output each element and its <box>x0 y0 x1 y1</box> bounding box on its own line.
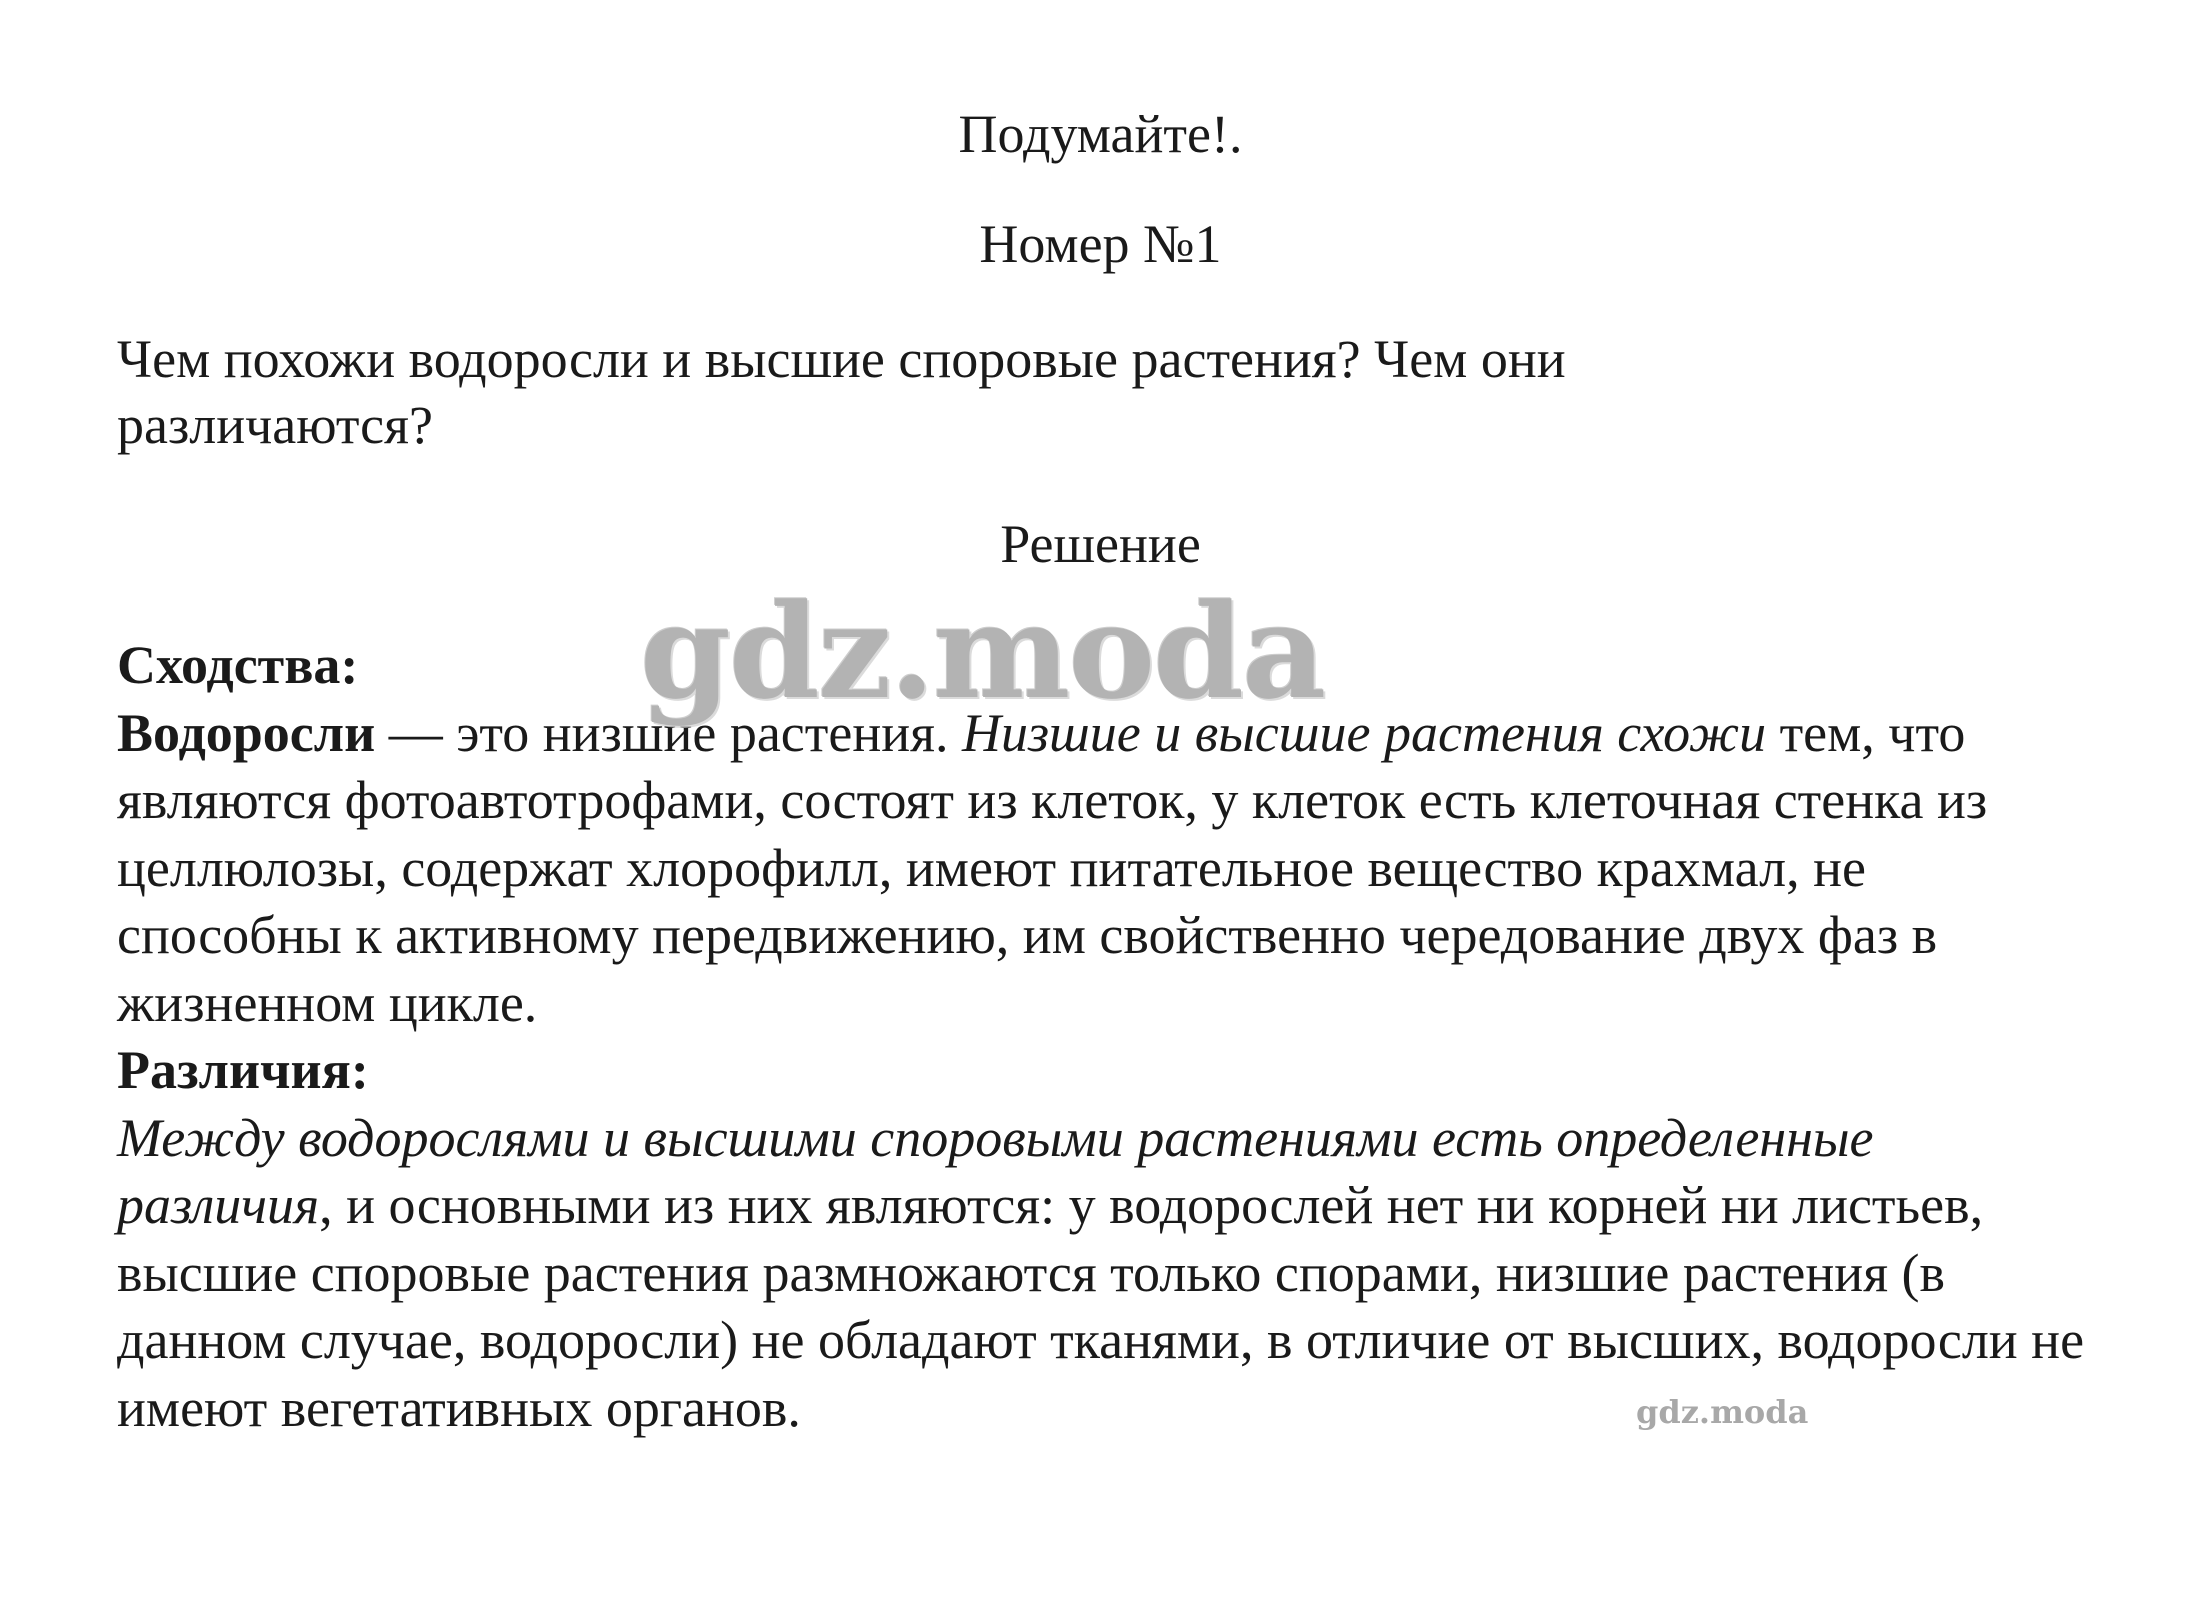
page-title: Подумайте!. <box>958 104 1243 164</box>
solution-body <box>117 632 2087 1442</box>
differences-heading: Различия: <box>117 1040 369 1100</box>
similarities-paragraph <box>117 700 2087 1038</box>
similarities-text-2: тем, что являются фотоавтотрофами, состоят из клеток, у клеток есть клеточная стенка из целлюлозы, содержат хлорофилл, имеют питательное вещество крахмал, не способны к активному передвижению, им свойственно чередование двух фаз в жизненном цикле. <box>117 702 1988 1033</box>
similarities-heading: Сходства: <box>117 635 359 695</box>
question-text: Чем похожи водоросли и высшие споровые растения? Чем они различаются? <box>117 329 1566 455</box>
differences-italic: Между водорослями и высшими споровыми растениями есть определенные различия <box>117 1107 1874 1235</box>
similarities-italic: Низшие и высшие растения схожи <box>961 702 1767 763</box>
solution-heading: Решение <box>1000 514 1201 574</box>
differences-text: , и основными из них являются: у водорослей нет ни корней ни листьев, высшие споровые растения размножаются только спорами, низшие растения (в данном случае, водоросли) не обладают тканями, в отличие от высших, водоросли не имеют вегетативных органов. <box>117 1175 2085 1438</box>
watermark-logo-large: gdz.moda <box>640 575 1325 728</box>
exercise-number: Номер №1 <box>979 214 1222 274</box>
similarities-text-1: — это низшие растения. <box>375 702 962 763</box>
watermark-logo-small: gdz.moda <box>1636 1393 1809 1431</box>
similarities-term: Водоросли <box>117 702 376 763</box>
